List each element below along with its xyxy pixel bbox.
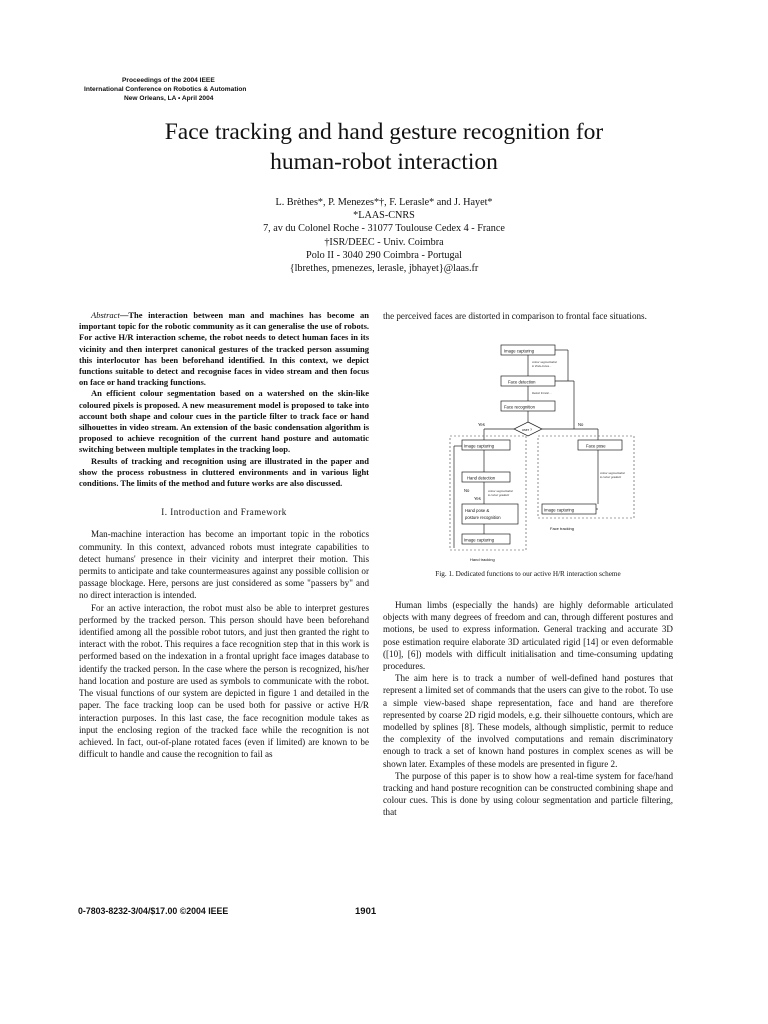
page-number: 1901 [355,906,377,917]
note-detect: Detect frontal ... [532,391,552,395]
right-paragraph-3: The purpose of this paper is to show how a real-time system for face/hand tracking and hand posture recognition can be constructed combining shape and colour cues. This is done by using colour segmentation and particle filtering, that [383,770,673,818]
label-hand-detection: Hand detection [467,475,496,481]
section-heading-text: I. Introduction and Framework [161,507,287,518]
label-yes-1: Yes [478,422,485,427]
abstract [79,310,369,489]
label-image-capturing-bottom: Image capturing [464,537,495,543]
label-no-2: No [464,488,470,493]
note-colour-seg-top: colour segmentation [532,360,558,364]
affiliation-1-name: *LAAS-CNRS [353,210,415,222]
intro-paragraph-1: Man-machine interaction has become an important topic in the robotics community. In this context, advanced robots must integrate capabilities to detect humans' presence in their vicinity and interpret their motion. This permits to anticipate and take countermeasures against any possible collision or passage blockage. Here, persons are just considered as some "passers by" and no direct interaction is intended. [79,529,369,601]
proceedings-line-1: Proceedings of the 2004 IEEE [122,77,215,84]
right-column-top [383,310,673,322]
section-heading [79,506,369,518]
abstract-label: Abstract [91,310,120,320]
title-line-1: Face tracking and hand gesture recognition for [164,119,604,145]
author-block [0,196,768,275]
author-emails: {lbrethes, pmenezes, lerasle, jbhayet}@laas.fr [289,263,479,275]
label-no-1: No [578,422,584,427]
label-face-detection: Face detection [508,379,536,385]
label-hand-pose: Hand pose & [465,508,490,513]
proceedings-line-3: New Orleans, LA • April 2004 [124,95,214,102]
continuation-text: the perceived faces are distorted in comparison to frontal face situations. [383,311,647,321]
box-hand-pose [462,504,518,524]
abstract-paragraph-1: Abstract—The interaction between man and machines has become an important topic for the robotic community as it can generalise the use of robots. For active H/R interaction scheme, the robot needs to detect human faces in its vicinity and then interpret canonical gestures of the tracked person assuming this interlocutor has been beforehand identified. In this context, we depict functions suitable to detect and recognise faces in video stream and then focus on face or hand tracking functions. [79,310,369,388]
note-colour-seg-right-b: & colour gradient [600,475,622,479]
abstract-paragraph-3: Results of tracking and recognition using are illustrated in the paper and show the process robustness in cluttered environments and in various light conditions. The limits of the method and future works are also discussed. [79,455,369,489]
note-colour-seg-right: colour segmentation [600,471,626,475]
title-line-2: human-robot interaction [270,149,498,175]
affiliation-2-name: †ISR/DEEC - Univ. Coimbra [324,236,444,248]
abstract-text-1: The interaction between man and machines has become an important topic for the robotic community as it can generalise the use of robots. For active H/R interaction scheme, the robot needs to detect human faces in its vicinity and then interpret canonical gestures of the tracked person assuming this interlocutor has been beforehand identified. In this context, we depict functions suitable to detect and recognise faces in video stream and then focus on face or hand tracking functions. [79,310,369,388]
label-face-recognition: Face recognition [504,404,535,410]
proceedings-line-2: International Conference on Robotics & Automation [84,86,247,93]
intro-paragraph-2: For an active interaction, the robot must also be able to interpret gestures performed by the tracked person. This person should have been beforehand identified among all the possible robot tutors, and just then granted the right to interact with the robot. This requires a face recognition step that in this work is performed based on the indexation in a frontal upright face images database to identify the tracked person. In the case where the person is recognized, his/her hand location and posture are used as symbols to communicate with the robot. The visual functions of our system are depicted in figure 1 and detailed in the paper. The face tracking loop can be used both for passive or active H/R interaction purposes. In this last case, the face recognition module takes as input the enclosing region of the tracked face while the recognition is not achieved. In fact, out-of-plane rotated faces (even if limited) are known to be difficult to handle and cause the recognition to fail as [79,602,369,760]
abstract-paragraph-2: An efficient colour segmentation based on a watershed on the skin-like coloured pixels is proposed. A new measurement model is proposed to take into account both shape and colour cues in the particle filter to track face or hand silhouettes in video stream. An extension of the basic condensation algorithm is proposed to achieve recognition of the current hand posture and automatic switching between multiple templates in the tracking loop. [79,388,369,455]
figure-1-caption: Fig. 1. Dedicated functions to our active H/R interaction scheme [435,570,621,578]
note-colour-seg-top-b: & Viola-Jones... [532,364,552,368]
affiliation-1-address: 7, av du Colonel Roche - 31077 Toulouse Cedex 4 - France [263,223,505,235]
footer-isbn: 0-7803-8232-3/04/$17.00 ©2004 IEEE [78,906,229,916]
label-image-capturing-right: Image capturing [544,507,575,513]
label-posture-recognition: posture recognition [465,515,501,520]
label-image-capturing-top: Image capturing [504,348,535,354]
label-hand-tracking: Hand tracking [470,557,495,562]
affiliation-2-address: Polo II - 3040 290 Coimbra - Portugal [306,249,462,261]
right-paragraph-1: Human limbs (especially the hands) are highly deformable articulated objects with many degrees of freedom and can, through different postures and motions, be used to express information. General tracking and accurate 3D pose estimation require elaborate 3D articulated rigid [14] or even deformable ([10], [6]) models with difficult initialisation and time-consuming updating procedures. [383,600,673,672]
label-decision: user ? [522,428,532,432]
right-column-body [383,599,673,819]
note-colour-seg-left2-b: & colour gradient [488,493,510,497]
figure-1-flowchart [448,336,688,566]
label-image-capturing-left: Image capturing [464,443,495,449]
author-names: L. Brèthes*, P. Menezes*†, F. Lerasle* and J. Hayet* [275,197,493,208]
label-face-tracking: Face tracking [550,526,575,531]
paper-title [0,117,768,177]
label-yes-2: Yes [474,496,481,501]
note-colour-seg-left2: colour segmentation [488,489,514,493]
right-paragraph-2: The aim here is to track a number of well-defined hand postures that represent a limited set of commands that the users can give to the robot. To use a simple view-based shape representation, face and hand are therefore represented by coarse 2D rigid models, e.g. their silhouette contours, which are modelled by splines [8]. These models, although simplistic, permit to reduce the complexity of the involved computations and remain discriminatory enough to track a set of known hand postures in complex scenes as will be shown later. Examples of these models are presented in figure 2. [383,673,673,769]
left-column [79,310,369,760]
label-face-pose: Face pose [586,443,606,449]
proceedings-header [84,76,246,103]
